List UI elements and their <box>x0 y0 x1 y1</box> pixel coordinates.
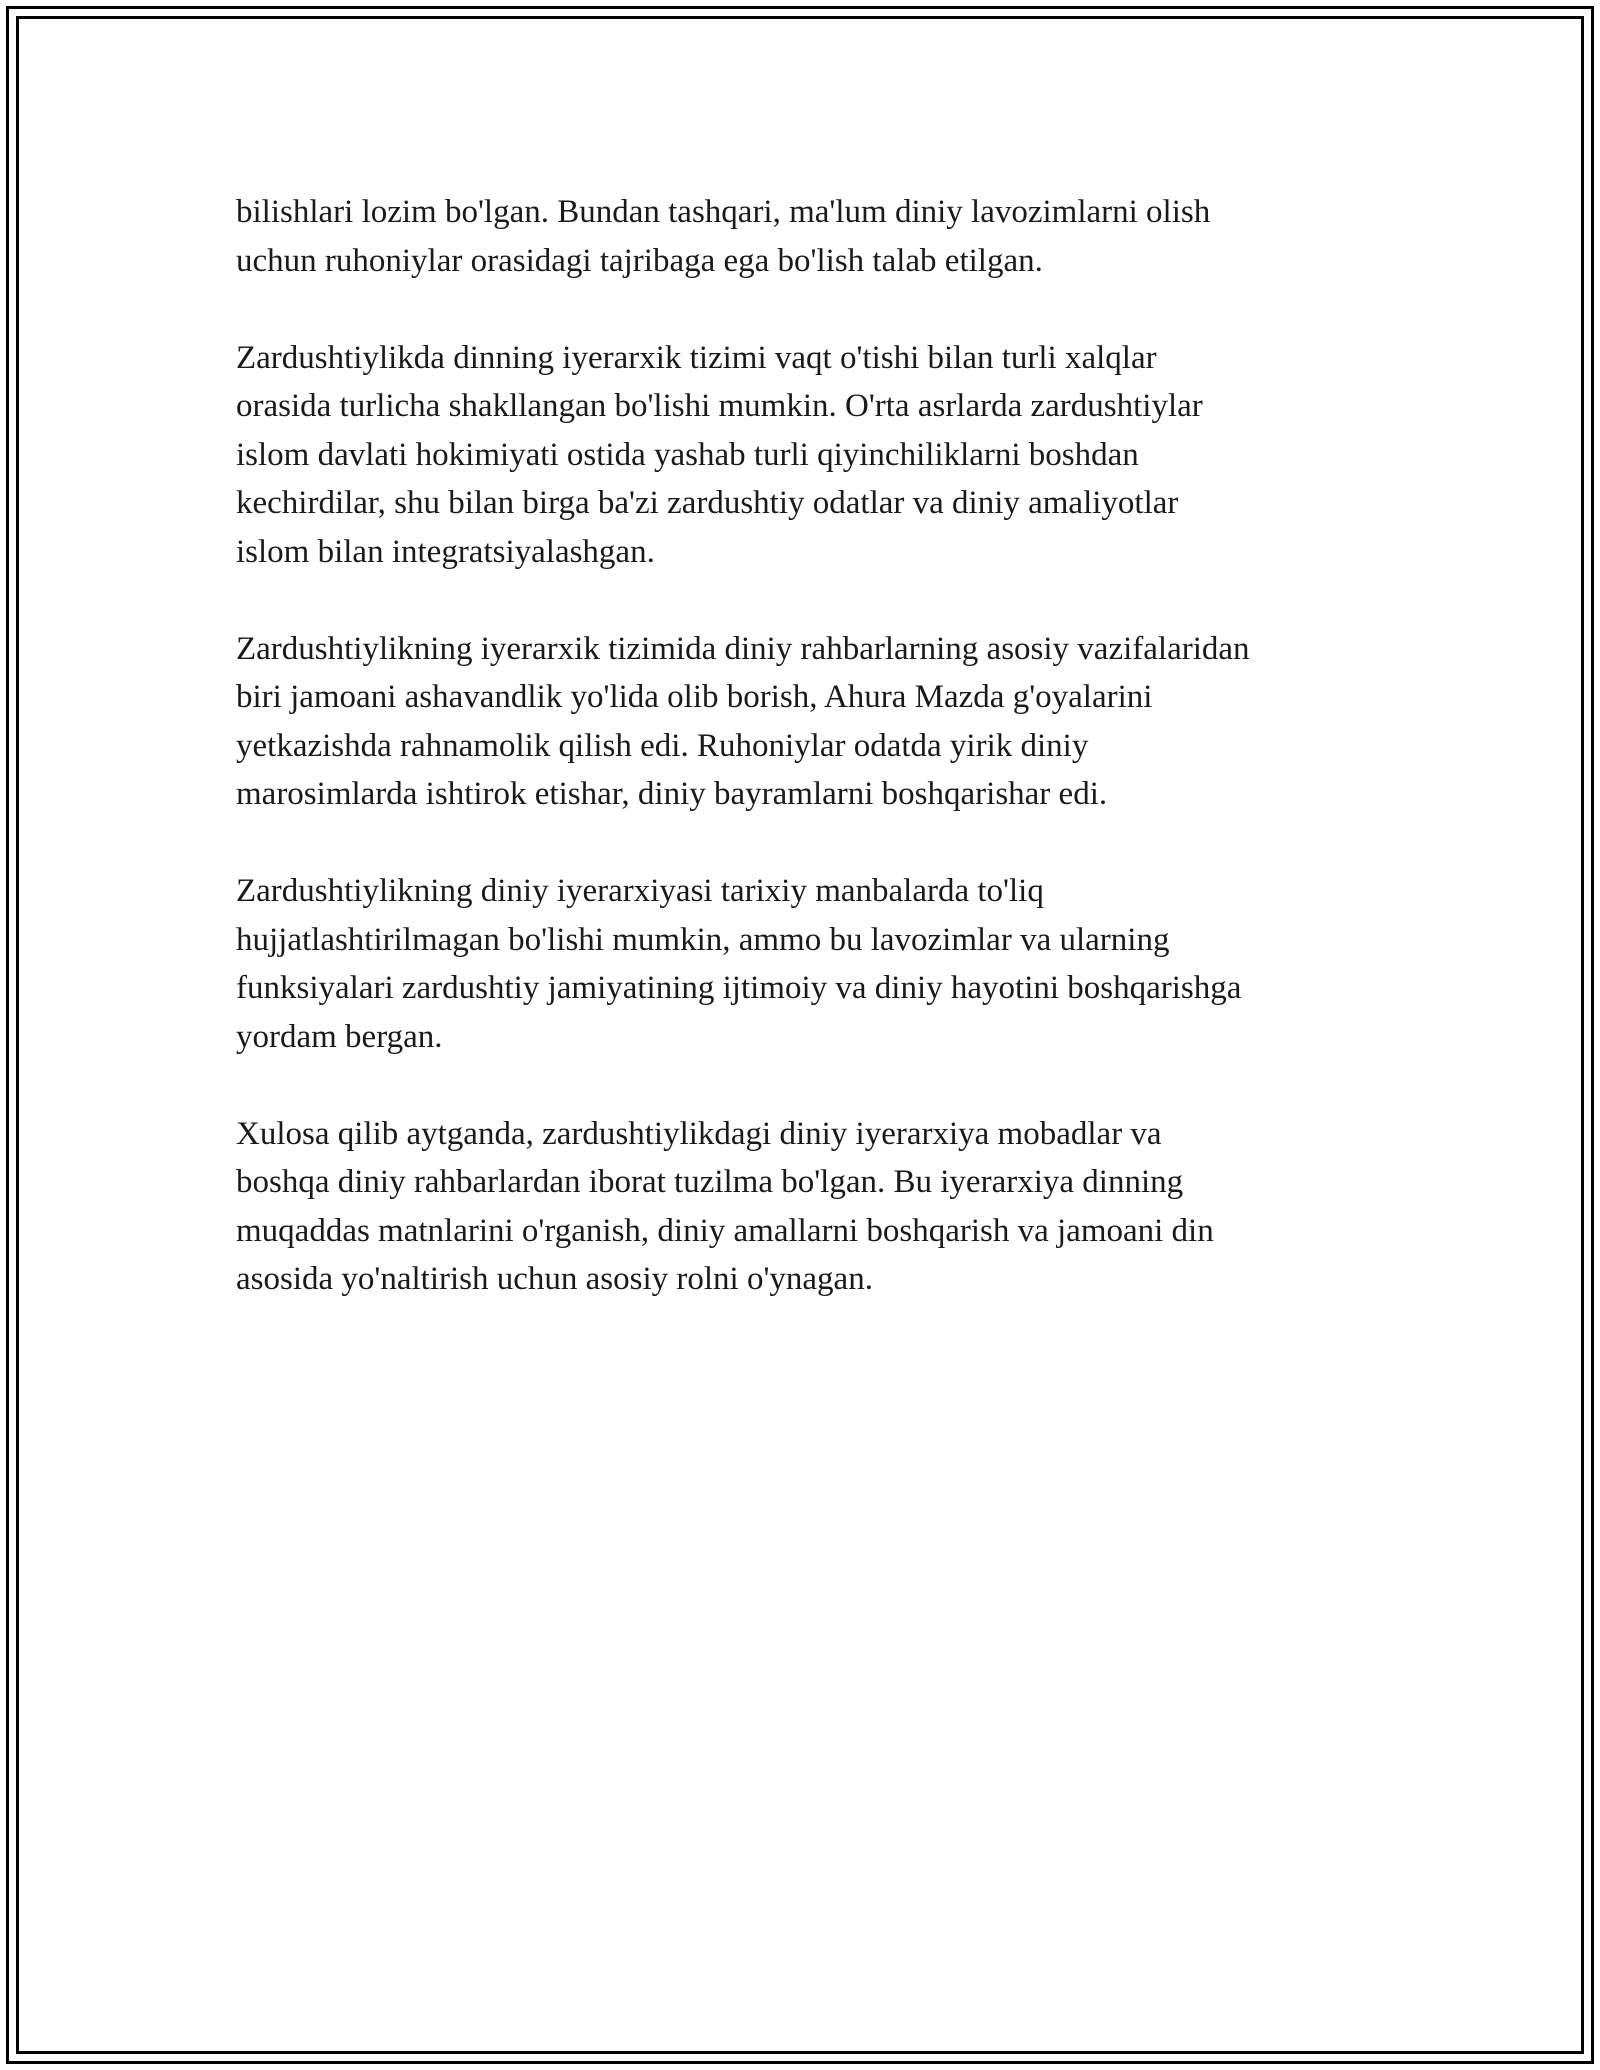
paragraph-4: Zardushtiylikning diniy iyerarxiyasi tarixiy manbalarda to'liq hujjatlashtirilmagan bo'lishi mumkin, ammo bu lavozimlar va ularning funksiyalari zardushtiy jamiyatining ijtimoiy va diniy hayotini boshqarishga yordam bergan. <box>236 873 1242 1055</box>
paragraph-1: bilishlari lozim bo'lgan. Bundan tashqari, ma'lum diniy lavozimlarni olish uchun ruhoniylar orasidagi tajribaga ega bo'lish talab etilgan. <box>236 194 1211 279</box>
paragraph-3: Zardushtiylikning iyerarxik tizimida diniy rahbarlarning asosiy vazifalaridan biri jamoani ashavandlik yo'lida olib borish, Ahura Mazda g'oyalarini yetkazishda rahnamolik qilish edi. Ruhoniylar odatda yirik diniy marosimlarda ishtirok etishar, diniy bayramlarni boshqarishar edi. <box>236 630 1250 812</box>
document-body <box>236 188 1376 1352</box>
paragraph-5: Xulosa qilib aytganda, zardushtiylikdagi diniy iyerarxiya mobadlar va boshqa diniy rahbarlardan iborat tuzilma bo'lgan. Bu iyerarxiya dinning muqaddas matnlarini o'rganish, diniy amallarni boshqarish va jamoani din asosida yo'naltirish uchun asosiy rolni o'ynagan. <box>236 1115 1214 1297</box>
paragraph-2: Zardushtiylikda dinning iyerarxik tizimi vaqt o'tishi bilan turli xalqlar orasida turlicha shakllangan bo'lishi mumkin. O'rta asrlarda zardushtiylar islom davlati hokimiyati ostida yashab turli qiyinchiliklarni boshdan kechirdilar, shu bilan birga ba'zi zardushtiy odatlar va diniy amaliyotlar islom bilan integratsiyalashgan. <box>236 339 1203 570</box>
